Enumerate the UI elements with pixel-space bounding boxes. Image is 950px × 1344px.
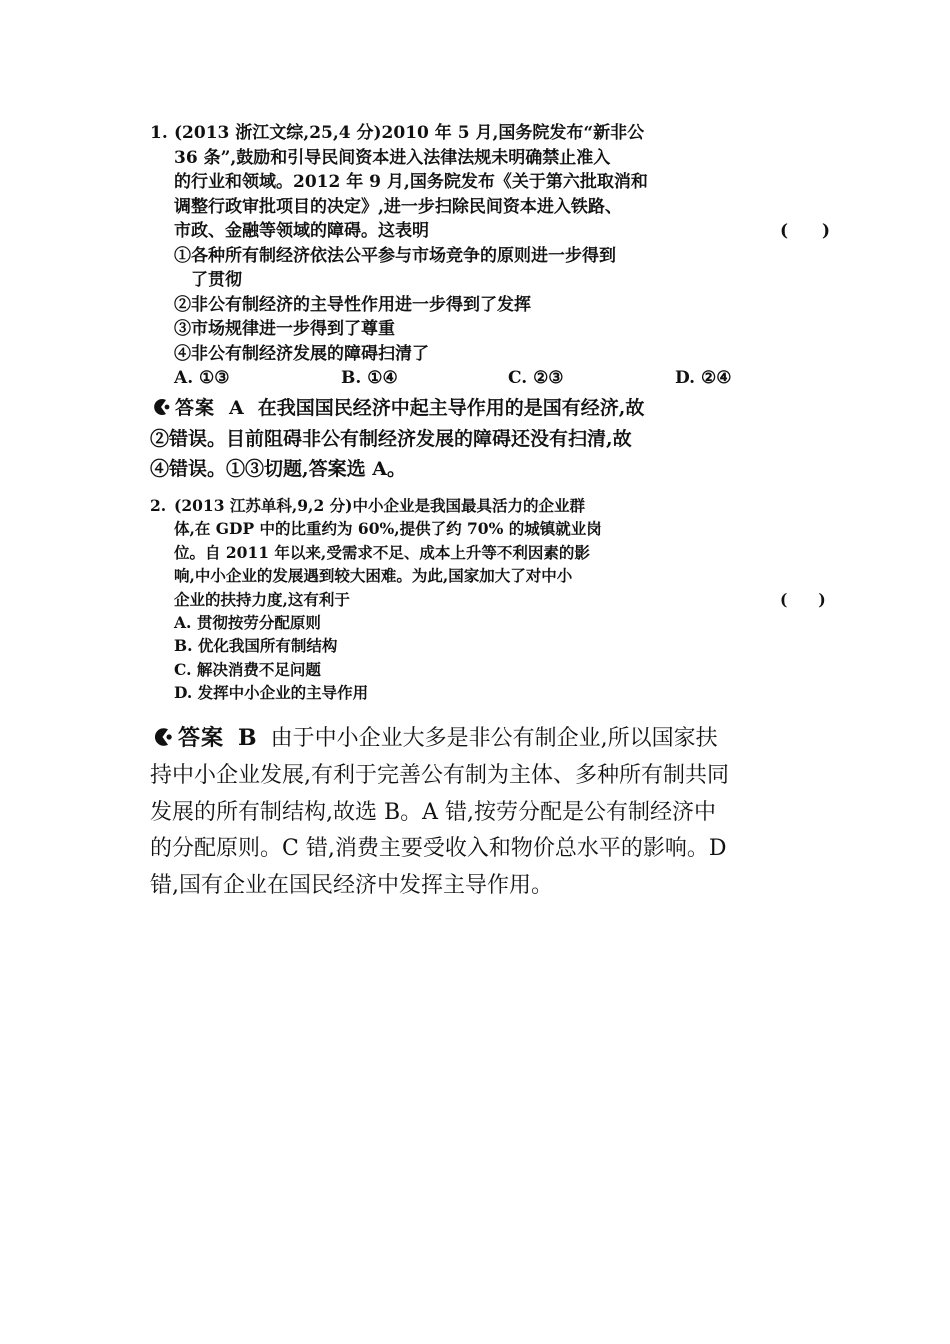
answer-key: A (229, 397, 244, 419)
question-text-line: 体,在 GDP 中的比重约为 60%,提供了约 70% 的城镇就业岗 (174, 519, 602, 539)
question-text-line: (2013 浙江文综,25,4 分)2010 年 5 月,国务院发布“新非公 (174, 123, 645, 143)
statement-item: ④非公有制经济发展的障碍扫清了 (174, 343, 429, 364)
question-text-line: 调整行政审批项目的决定》,进一步扫除民间资本进入铁路、 (174, 196, 622, 217)
answer-2 (150, 720, 830, 905)
answer-text-line: 由于中小企业大多是非公有制企业,所以国家扶 (270, 726, 718, 751)
option-b: B. ①④ (341, 368, 398, 388)
question-text-line: 响,中小企业的发展遇到较大困难。为此,国家加大了对中小 (174, 566, 573, 586)
question-1 (150, 121, 850, 391)
answer-text-line: ②错误。目前阻碍非公有制经济发展的障碍还没有扫清,故 (150, 427, 632, 450)
question-text-line: 市政、金融等领域的障碍。这表明 (174, 221, 429, 241)
answer-text-line: 的分配原则。C 错,消费主要受收入和物价总水平的影响。D (150, 836, 727, 862)
question-text-line: 的行业和领域。2012 年 9 月,国务院发布《关于第六批取消和 (174, 172, 648, 192)
option-a: A. ①③ (174, 368, 230, 388)
statement-item: 了贯彻 (174, 270, 242, 290)
option-c: C. 解决消费不足问题 (174, 659, 321, 679)
answer-blank: ( ) (780, 589, 826, 609)
answer-label: 答案 (178, 725, 225, 751)
answer-label: 答案 (175, 397, 216, 419)
option-c: C. ②③ (508, 368, 564, 388)
option-d: D. 发挥中小企业的主导作用 (174, 683, 369, 703)
answer-text-line: 发展的所有制结构,故选 B。A 错,按劳分配是公有制经济中 (150, 799, 717, 825)
question-2 (150, 494, 850, 705)
question-text-line: (2013 江苏单科,9,2 分)中小企业是我国最具活力的企业群 (174, 496, 585, 515)
answer-blank: ( ) (780, 221, 831, 241)
question-number: 1. (150, 123, 168, 143)
option-d: D. ②④ (675, 368, 732, 388)
answer-text-line: 持中小企业发展,有利于完善公有制为主体、多种所有制共同 (150, 762, 729, 788)
answer-text-line: 错,国有企业在国民经济中发挥主导作用。 (150, 873, 553, 899)
answer-mark-icon (150, 397, 172, 417)
question-text-line: 36 条”,鼓励和引导民间资本进入法律法规未明确禁止准入 (174, 147, 611, 168)
answer-options (150, 366, 850, 391)
question-number: 2. (150, 496, 167, 515)
answer-text-line: ④错误。①③切题,答案选 A。 (150, 458, 406, 480)
statement-item: ③市场规律进一步得到了尊重 (174, 319, 395, 339)
option-b: B. 优化我国所有制结构 (174, 636, 338, 656)
statement-item: ①各种所有制经济依法公平参与市场竞争的原则进一步得到 (174, 245, 616, 266)
answer-key: B (238, 725, 257, 751)
question-text-line: 位。自 2011 年以来,受需求不足、成本上升等不利因素的影 (174, 542, 590, 562)
option-a: A. 贯彻按劳分配原则 (174, 613, 321, 633)
answer-text-line: 在我国国民经济中起主导作用的是国有经济,故 (257, 397, 645, 419)
answer-1 (150, 393, 830, 485)
answer-mark-icon (150, 726, 175, 748)
question-text-line: 企业的扶持力度,这有利于 (174, 589, 350, 609)
statement-item: ②非公有制经济的主导性作用进一步得到了发挥 (174, 294, 531, 315)
